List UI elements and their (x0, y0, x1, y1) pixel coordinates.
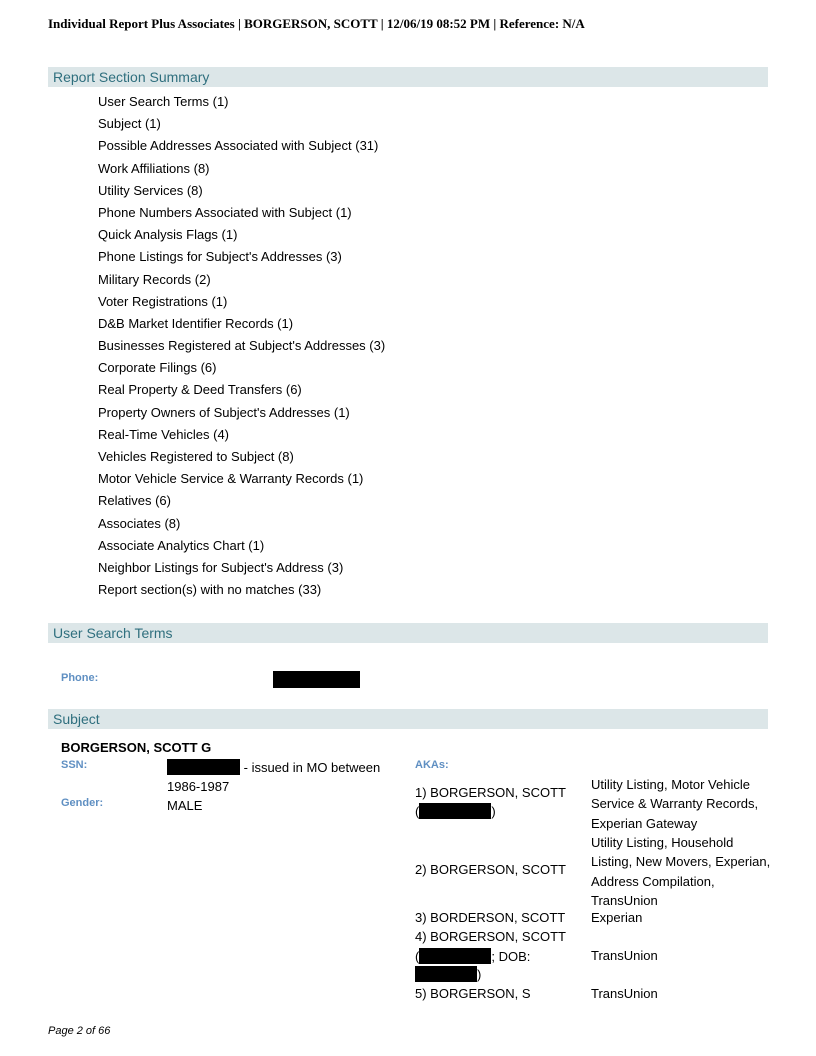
subject-name: BORGERSON, SCOTT G (61, 740, 212, 755)
ssn-redaction (167, 759, 240, 775)
summary-item: Businesses Registered at Subject's Addresses (3) (98, 338, 386, 354)
aka-1-redaction (419, 803, 491, 819)
aka-4-redaction (419, 948, 491, 964)
summary-item: Vehicles Registered to Subject (8) (98, 449, 294, 464)
report-header: Individual Report Plus Associates | BORGERSON, SCOTT | 12/06/19 08:52 PM | Reference: N/A (48, 16, 585, 31)
akas-label: AKAs: (415, 759, 449, 771)
page-number: Page 2 of 66 (48, 1025, 111, 1037)
aka-1: 1) BORGERSON, SCOTT (415, 785, 566, 800)
ssn-years: 1986-1987 (167, 779, 230, 794)
phone-redaction (273, 671, 360, 688)
aka-4-source: TransUnion (591, 948, 658, 963)
ssn-issued: - issued in MO between (243, 760, 381, 775)
summary-item: Report section(s) with no matches (33) (98, 582, 322, 598)
aka-2: 2) BORGERSON, SCOTT (415, 862, 566, 877)
ssn-value (167, 759, 380, 775)
summary-item: Associates (8) (98, 515, 181, 531)
summary-item: Property Owners of Subject's Addresses (1) (98, 404, 350, 420)
summary-item: Quick Analysis Flags (1) (98, 227, 238, 243)
aka-4: 4) BORGERSON, SCOTT (415, 929, 566, 944)
aka-4-redacted: ( ; DOB: (415, 949, 531, 964)
aka-2-sources: Utility Listing, Household Listing, New Movers, Experian, Address Compilation, TransUnion (591, 835, 771, 908)
summary-item: Real-Time Vehicles (4) (98, 426, 230, 442)
phone-label: Phone: (61, 672, 99, 684)
gender-label: Gender: (61, 797, 104, 809)
summary-item: Real Property & Deed Transfers (6) (98, 382, 302, 398)
summary-item: Phone Listings for Subject's Addresses (3) (98, 249, 342, 265)
summary-item: Neighbor Listings for Subject's Address (3) (98, 559, 344, 575)
aka-5-source: TransUnion (591, 986, 658, 1001)
summary-list (98, 91, 385, 601)
summary-item: Possible Addresses Associated with Subject (31) (98, 138, 379, 154)
summary-item: Voter Registrations (1) (98, 293, 228, 309)
aka-5: 5) BORGERSON, S (415, 986, 531, 1001)
summary-item: User Search Terms (1) (98, 94, 229, 109)
summary-item: Phone Numbers Associated with Subject (1) (98, 204, 352, 220)
ssn-label: SSN: (61, 759, 88, 771)
section-header-subject: Subject (48, 709, 768, 729)
summary-item: Relatives (6) (98, 493, 171, 509)
section-header-summary: Report Section Summary (48, 67, 768, 87)
aka-1-sources: Utility Listing, Motor Vehicle Service & Warranty Records, Experian Gateway (591, 777, 759, 831)
aka-4-dob-redacted: ) (415, 966, 481, 982)
summary-item: Motor Vehicle Service & Warranty Records (1) (98, 471, 364, 487)
summary-item: Work Affiliations (8) (98, 160, 210, 176)
aka-1-redacted: ( ) (415, 804, 496, 819)
aka-3: 3) BORDERSON, SCOTT (415, 910, 566, 925)
summary-item: Military Records (2) (98, 271, 211, 287)
summary-item: Associate Analytics Chart (1) (98, 537, 265, 553)
summary-item: Subject (1) (98, 116, 161, 132)
aka-4-dob-redaction (415, 966, 477, 982)
aka-3-source: Experian (591, 910, 643, 925)
summary-item: D&B Market Identifier Records (1) (98, 315, 294, 331)
summary-item: Corporate Filings (6) (98, 360, 217, 376)
gender-value: MALE (167, 798, 203, 813)
section-header-search-terms: User Search Terms (48, 623, 768, 643)
summary-item: Utility Services (8) (98, 182, 203, 198)
